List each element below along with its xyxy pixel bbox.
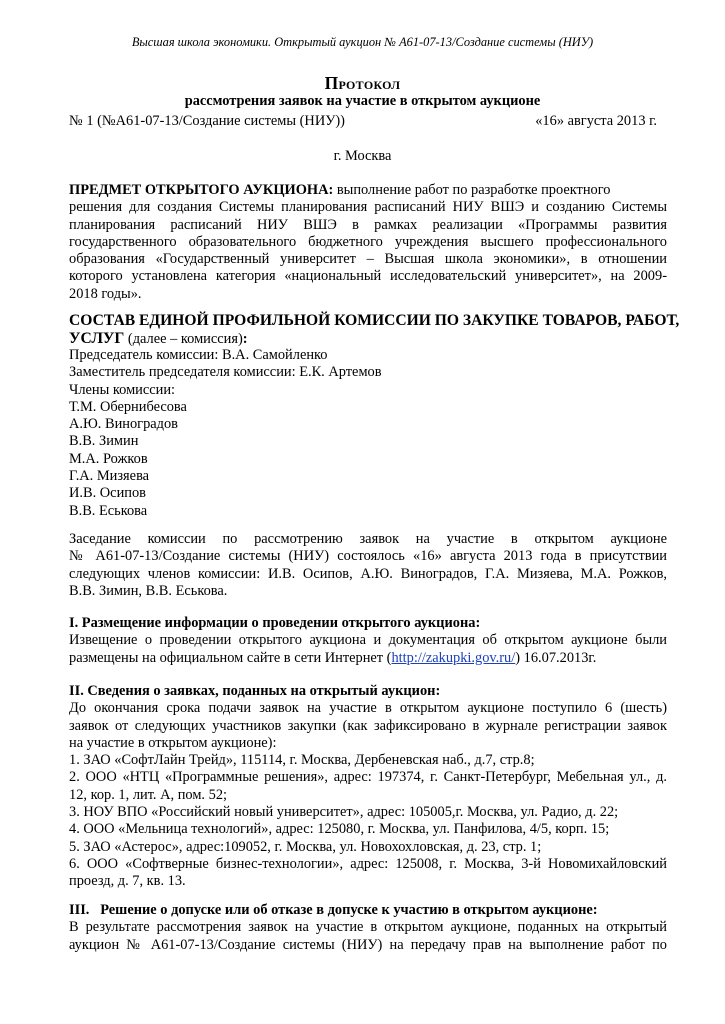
section-3-title: III. Решение о допуске или об отказе в допуске к участию в открытом аукционе: [69, 902, 598, 918]
running-header: Высшая школа экономики. Открытый аукцион № А61-07-13/Создание системы (НИУ) [131, 35, 594, 49]
number-date-row [69, 113, 657, 131]
meeting-paragraph [69, 531, 667, 600]
commission-member: В.В. Еськова [69, 502, 148, 519]
commission-members-label: Члены комиссии: [69, 381, 176, 398]
section-2-intro-2: заявок от следующих участников закупки (как зафиксировано в журнале регистрации заявок [69, 717, 667, 734]
city: г. Москва [333, 148, 392, 164]
section-1-line-1: Извещение о проведении открытого аукциона и документация об открытом аукционе были [69, 632, 667, 649]
subject-line-1: выполнение работ по разработке проектного [336, 182, 611, 198]
commission-member: А.Ю. Виноградов [69, 416, 178, 433]
bid-item: 5. ЗАО «Астерос», адрес:109052, г. Москва, ул. Новохохловская, д. 23, стр. 1; [69, 838, 542, 855]
commission-member: М.А. Рожков [69, 450, 148, 467]
section-3-line-1: В результате рассмотрения заявок на участие в открытом аукционе, поданных на открытый [69, 919, 667, 936]
section-2-intro-1: До окончания срока подачи заявок на участие в открытом аукционе поступило 6 (шесть) [69, 700, 667, 717]
commission-member: Т.М. Обернибесова [69, 398, 187, 415]
zakupki-link[interactable]: http://zakupki.gov.ru/ [391, 649, 516, 666]
protocol-date: «16» августа 2013 г. [535, 113, 657, 129]
commission-member: И.В. Осипов [69, 485, 146, 502]
subject-line-4: государственного образовательного бюджетного учреждения высшего профессионального [69, 233, 667, 250]
document-subtitle: рассмотрения заявок на участие в открытом аукционе [184, 93, 541, 109]
meeting-line-4: В.В. Зимин, В.В. Еськова. [69, 582, 228, 599]
bid-item: 1. ЗАО «СофтЛайн Трейд», 115114, г. Москва, Дербеневская наб., д.7, стр.8; [69, 752, 535, 769]
meeting-line-1: Заседание комиссии по рассмотрению заявок на участие в открытом аукционе [69, 531, 667, 547]
section-3 [69, 902, 667, 954]
commission-deputy: Заместитель председателя комиссии: Е.К. Артемов [69, 364, 382, 381]
commission-list [69, 347, 667, 520]
bid-item-continued: 12, кор. 1, лит. А, пом. 52; [69, 786, 228, 803]
commission-heading [69, 312, 680, 330]
section-1-title: I. Размещение информации о проведении открытого аукциона: [69, 615, 481, 631]
subject-line-3: планирования расписаний НИУ ВШЭ в рамках реализации «Программы развития [69, 216, 667, 233]
bid-item: 6. ООО «Софтверные бизнес-технологии», адрес: 125008, г. Москва, 3-й Новомихайловский [69, 855, 667, 872]
protocol-number: № 1 (№А61-07-13/Создание системы (НИУ)) [69, 113, 345, 129]
commission-heading-rest: (далее – комиссия) [124, 331, 243, 347]
section-3-line-2: аукцион № А61-07-13/Создание системы (НИУ) на передачу прав на выполнение работ по [69, 936, 667, 953]
commission-heading-line-1: СОСТАВ ЕДИНОЙ ПРОФИЛЬНОЙ КОМИССИИ ПО ЗАКУПКЕ ТОВАРОВ, РАБОТ, [69, 312, 680, 329]
subject-paragraph [69, 182, 667, 303]
meeting-line-3: следующих членов комиссии: И.В. Осипов, А.Ю. Виноградов, Г.А. Мизяева, М.А. Рожков, [69, 565, 667, 582]
section-1 [69, 615, 667, 667]
meeting-line-2: № А61-07-13/Создание системы (НИУ) состоялось «16» августа 2013 года в присутствии [69, 548, 667, 565]
subject-line-5: образования «Государственный университет – Высшая школа экономики», в отношении [69, 251, 667, 268]
commission-member: В.В. Зимин [69, 433, 139, 450]
subject-line-7: 2018 годы». [69, 285, 142, 302]
subject-line-6: которого установлена категория «национальный исследовательский университет», на 2009- [69, 268, 667, 285]
section-2 [69, 683, 667, 891]
commission-heading-line-2 [69, 330, 667, 348]
subject-label: ПРЕДМЕТ ОТКРЫТОГО АУКЦИОНА: [69, 182, 334, 198]
bid-item: 3. НОУ ВПО «Российский новый университет», адрес: 105005,г. Москва, ул. Радио, д. 22; [69, 804, 619, 821]
commission-heading-bold: УСЛУГ [69, 330, 125, 347]
bid-item: 2. ООО «НТЦ «Программные решения», адрес: 197374, г. Санкт-Петербург, Мебельная ул., д. [69, 769, 667, 786]
commission-heading-colon: : [242, 331, 248, 347]
subject-line-2: решения для создания Системы планирования расписаний НИУ ВШЭ и созданию Системы [69, 199, 667, 216]
bid-item: 4. ООО «Мельница технологий», адрес: 125080, г. Москва, ул. Панфилова, 4/5, корп. 15; [69, 821, 610, 838]
document-title: Протокол [324, 73, 401, 93]
section-2-title: II. Сведения о заявках, поданных на открытый аукцион: [69, 683, 441, 699]
bid-item-continued: проезд, д. 7, кв. 13. [69, 873, 186, 890]
section-1-line-2: размещены на официальном сайте в сети Интернет (http://zakupki.gov.ru/) 16.07.2013г. [69, 649, 597, 666]
commission-member: Г.А. Мизяева [69, 468, 150, 485]
section-2-intro-3: на участие в открытом аукционе): [69, 734, 277, 751]
commission-chair: Председатель комиссии: В.А. Самойленко [69, 347, 328, 363]
